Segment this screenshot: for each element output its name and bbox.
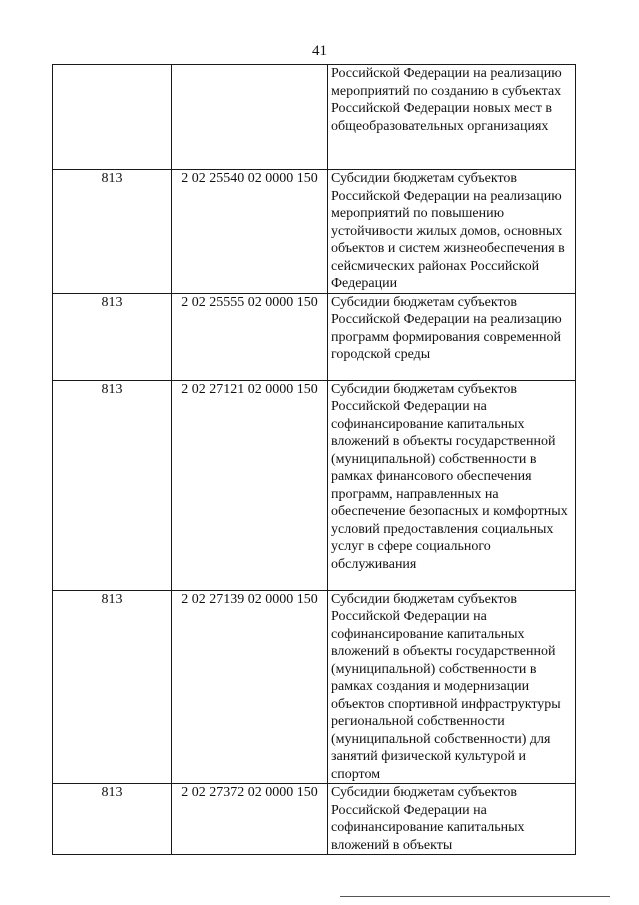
admin-code-cell: 813	[53, 170, 172, 294]
admin-code-cell: 813	[53, 380, 172, 590]
revenue-name-cell: Российской Федерации на реализацию мероприятий по созданию в субъектах Российской Федерации новых мест в общеобразовательных организациях	[328, 65, 576, 170]
revenue-name-cell: Субсидии бюджетам субъектов Российской Федерации на софинансирование капитальных вложений в объекты государственной (муниципальной) собственности в рамках создания и модернизации объектов спортивной инфраструктуры региональной собственности (муниципальной собственности) для занятий физической культурой и спортом	[328, 590, 576, 784]
revenue-name-cell: Субсидии бюджетам субъектов Российской Федерации на реализацию мероприятий по повышению устойчивости жилых домов, основных объектов и систем жизнеобеспечения в сейсмических районах Российской Федерации	[328, 170, 576, 294]
budget-code-cell: 2 02 27139 02 0000 150	[172, 590, 328, 784]
page-bottom-rule	[340, 896, 610, 897]
admin-code-cell: 813	[53, 293, 172, 380]
table-row	[53, 380, 576, 590]
table-row	[53, 590, 576, 784]
budget-code-cell: 2 02 25555 02 0000 150	[172, 293, 328, 380]
revenue-name-cell: Субсидии бюджетам субъектов Российской Федерации на софинансирование капитальных вложений в объекты	[328, 784, 576, 855]
budget-code-cell	[172, 65, 328, 170]
budget-code-cell: 2 02 27121 02 0000 150	[172, 380, 328, 590]
table-row	[53, 65, 576, 170]
budget-code-cell: 2 02 25540 02 0000 150	[172, 170, 328, 294]
budget-code-cell: 2 02 27372 02 0000 150	[172, 784, 328, 855]
revenue-name-cell: Субсидии бюджетам субъектов Российской Федерации на софинансирование капитальных вложений в объекты государственной (муниципальной) собственности в рамках финансового обеспечения программ, направленных на обеспечение безопасных и комфортных условий предоставления социальных услуг в сфере социального обслуживания	[328, 380, 576, 590]
budget-codes-table	[52, 64, 576, 855]
admin-code-cell: 813	[53, 784, 172, 855]
page-number: 41	[312, 43, 327, 59]
table-row	[53, 784, 576, 855]
table-row	[53, 170, 576, 294]
admin-code-cell: 813	[53, 590, 172, 784]
admin-code-cell	[53, 65, 172, 170]
revenue-name-cell: Субсидии бюджетам субъектов Российской Федерации на реализацию программ формирования современной городской среды	[328, 293, 576, 380]
table-row	[53, 293, 576, 380]
